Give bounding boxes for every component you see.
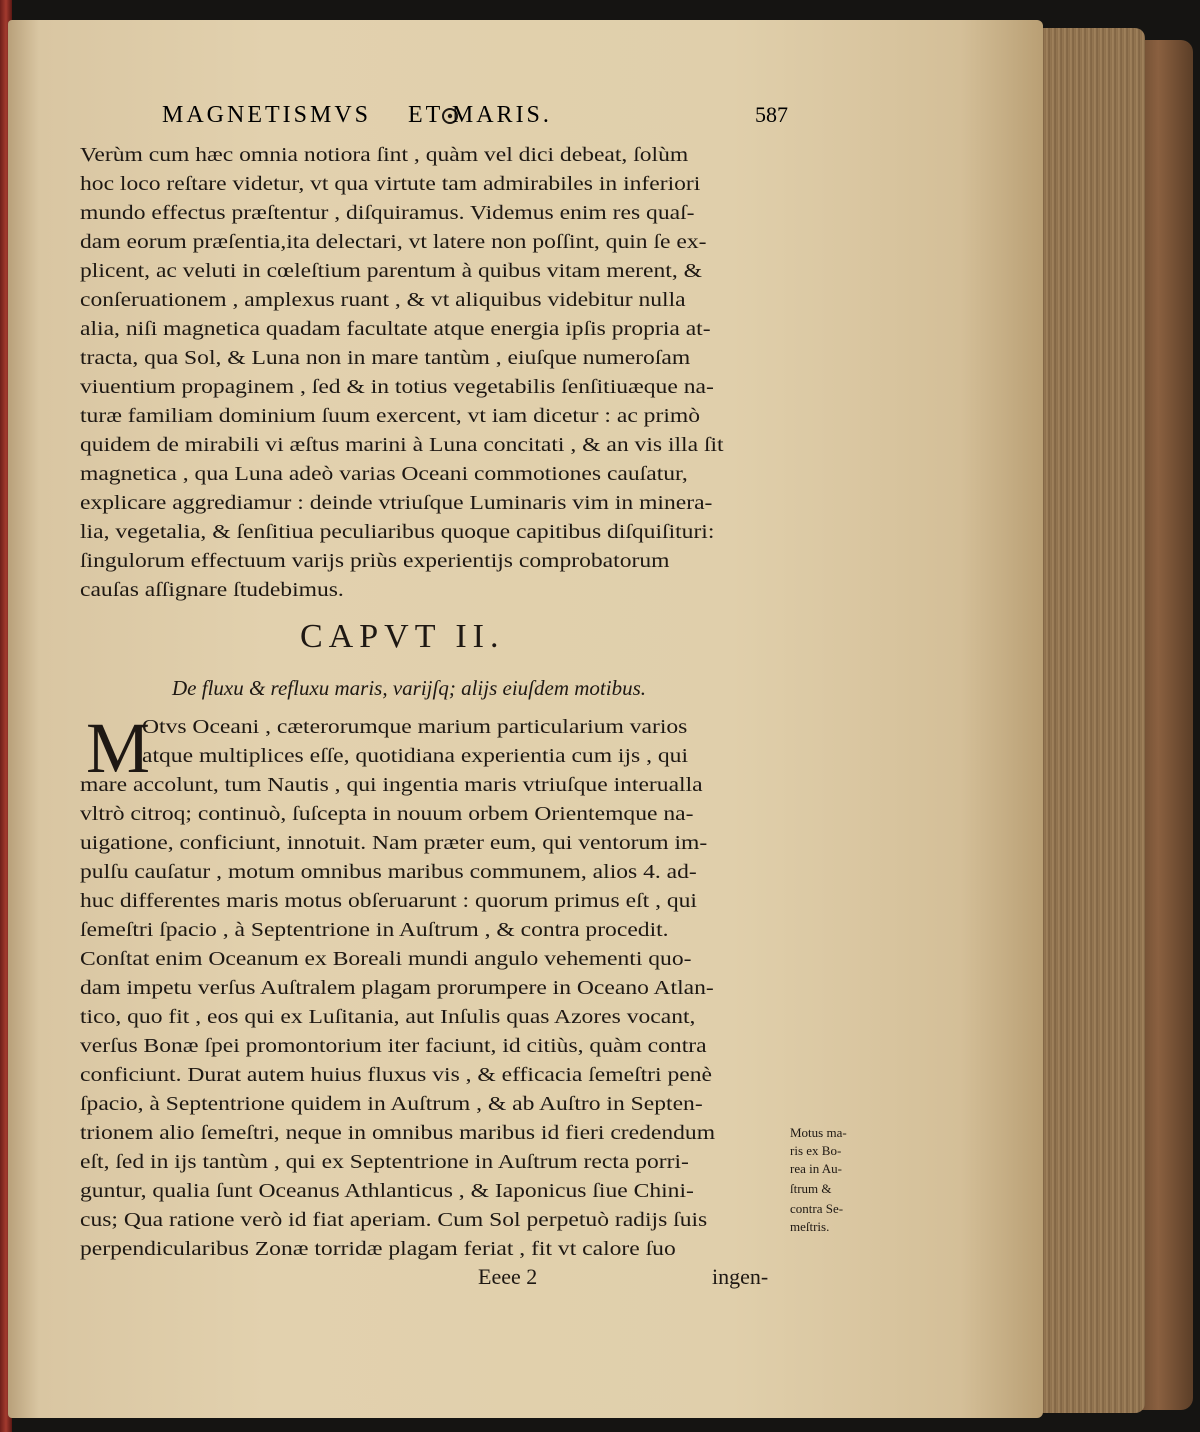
page-number: 587	[755, 102, 788, 127]
text-line: Verùm cum hæc omnia notiora ſint , quàm vel dici debeat, ſolùm	[80, 144, 689, 166]
running-title-left: MAGNETISMVS	[162, 102, 372, 128]
text-line: vltrò citroq; continuò, ſuſcepta in nouum orbem Orientemque na-	[80, 803, 694, 825]
marginal-note-line: contra Se-	[790, 1201, 844, 1216]
text-line: mare accolunt, tum Nautis , qui ingentia maris vtriuſque interualla	[80, 774, 703, 796]
text-line: dam eorum præſentia,ita delectari, vt latere non poſſint, quin ſe ex-	[80, 231, 707, 253]
text-line: huc differentes maris motus obſeruarunt : quorum primus eſt , qui	[80, 890, 697, 912]
text-line: cus; Qua ratione verò id fiat aperiam. Cum Sol perpetuò radijs ſuis	[80, 1209, 708, 1231]
text-line: lia, vegetalia, & ſenſitiua peculiaribus quoque capitibus diſquiſituri:	[80, 521, 715, 543]
signature-mark: Eeee 2	[478, 1264, 538, 1289]
marginal-note-line: ſtrum &	[790, 1181, 832, 1196]
text-line: ſemeſtri ſpacio , à Septentrione in Auſtrum , & contra procedit.	[80, 919, 669, 941]
text-line: verſus Bonæ ſpei promontorium iter faciunt, id citiùs, quàm contra	[80, 1035, 707, 1057]
text-line: perpendicularibus Zonæ torridæ plagam feriat , fit vt calore ſuo	[80, 1238, 676, 1260]
running-title-right: ET MARIS.	[408, 102, 552, 128]
marginal-note-line: Motus ma-	[790, 1125, 847, 1140]
text-line: ſpacio, à Septentrione quidem in Auſtrum , & ab Auſtro in Septen-	[80, 1093, 703, 1115]
text-line: conficiunt. Durat autem huius fluxus vis , & efficacia ſemeſtri penè	[80, 1064, 712, 1086]
catchword: ingen-	[712, 1264, 769, 1289]
text-line: tracta, qua Sol, & Luna non in mare tantùm , eiuſque numeroſam	[80, 347, 691, 369]
text-line: magnetica , qua Luna adeò varias Oceani commotiones cauſatur,	[80, 463, 688, 485]
text-line: uigatione, conficiunt, innotuit. Nam præter eum, qui ventorum im-	[80, 832, 708, 854]
chapter-heading: CAPVT II.	[300, 618, 505, 655]
text-line: alia, niſi magnetica quadam facultate atque energia ipſis propria at-	[80, 318, 711, 340]
text-line: eſt, ſed in ijs tantùm , qui ex Septentrione in Auſtrum recta porri-	[80, 1151, 689, 1173]
text-line: guntur, qualia ſunt Oceanus Athlanticus , & Iaponicus ſiue Chini-	[80, 1180, 694, 1202]
marginal-note-line: rea in Au-	[790, 1161, 842, 1176]
text-line: atque multiplices eſſe, quotidiana experientia cum ijs , qui	[142, 745, 689, 767]
marginal-note-line: meſtris.	[790, 1219, 830, 1234]
text-line: Conſtat enim Oceanum ex Boreali mundi angulo vehementi quo-	[80, 948, 692, 970]
text-line: ſingulorum effectuum varijs priùs experientijs comprobatorum	[80, 550, 670, 572]
marginal-note-line: ris ex Bo-	[790, 1143, 842, 1158]
text-line: conſeruationem , amplexus ruant , & vt aliquibus videbitur nulla	[80, 289, 686, 311]
text-line: plicent, ac veluti in cœleſtium parentum à quibus vitam merent, &	[80, 260, 702, 282]
text-line: viuentium propaginem , ſed & in totius vegetabilis ſenſitiuæque na-	[80, 376, 714, 398]
text-line: mundo effectus præſtentur , diſquiramus. Videmus enim res quaſ-	[80, 202, 695, 224]
chapter-subtitle: De fluxu & refluxu maris, varijſq; alijs eiuſdem motibus.	[172, 676, 647, 700]
text-line: hoc loco reſtare videtur, vt qua virtute tam admirabiles in inferiori	[80, 173, 701, 195]
text-line: Otvs Oceani , cæterorumque marium particularium varios	[142, 716, 688, 738]
running-header	[80, 102, 792, 136]
text-line: cauſas aſſignare ſtudebimus.	[80, 579, 344, 601]
text-line: pulſu cauſatur , motum omnibus maribus communem, alios 4. ad-	[80, 861, 697, 883]
drop-cap: M	[86, 708, 151, 788]
text-line: dam impetu verſus Auſtralem plagam prorumpere in Oceano Atlan-	[80, 977, 714, 999]
text-line: turæ familiam dominium ſuum exercent, vt iam dicetur : ac primò	[80, 405, 701, 427]
text-line: quidem de mirabili vi æſtus marini à Luna concitati , & an vis illa ſit	[80, 434, 724, 456]
text-line: trionem alio ſemeſtri, neque in omnibus maribus id fieri credendum	[80, 1122, 716, 1144]
text-line: explicare aggrediamur : deinde vtriuſque Luminaris vim in minera-	[80, 492, 713, 514]
text-line: tico, quo fit , eos qui ex Luſitania, aut Inſulis quas Azores vocant,	[80, 1006, 696, 1028]
